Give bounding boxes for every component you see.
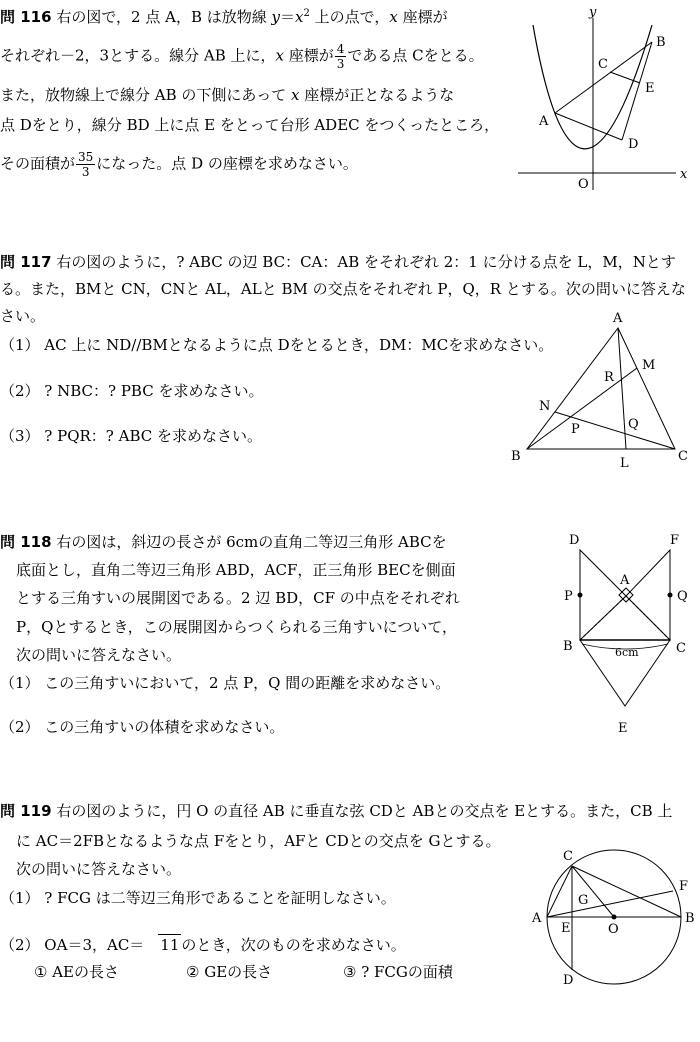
- p116-number: 問 116: [0, 8, 52, 26]
- p118-question-1: （1） この三角すいにおいて，2 点 P，Q 間の距離を求めなさい。: [0, 674, 451, 692]
- p118-line-1: 問 118 右の図は，斜辺の長さが 6cmの直角二等辺三角形 ABCを: [0, 533, 447, 551]
- label-y-axis: y: [589, 5, 597, 20]
- label-g: G: [578, 893, 589, 908]
- segment-co: [572, 866, 614, 917]
- label-n: N: [539, 399, 551, 414]
- label-c: C: [598, 57, 608, 72]
- label-e: E: [561, 921, 571, 936]
- label-f: F: [679, 879, 689, 894]
- label-origin: O: [578, 177, 589, 192]
- p118-number: 問 118: [0, 533, 52, 551]
- p117-question-2: （2） ? NBC：? PBC を求めなさい。: [0, 382, 264, 400]
- label-x-axis: x: [680, 167, 688, 182]
- segment-ac: [547, 866, 572, 917]
- p119-line-3: 次の問いに答えなさい。: [16, 860, 182, 878]
- label-b: B: [511, 449, 521, 464]
- label-c: C: [563, 849, 573, 864]
- label-b: B: [563, 639, 573, 654]
- label-m: M: [642, 358, 656, 373]
- label-l: L: [620, 456, 629, 471]
- p116-line-5: その面積が $\frac{35}{3}$ になった。点 D の座標を求めなさい。: [0, 150, 358, 179]
- label-c: C: [678, 449, 688, 464]
- label-f: F: [670, 533, 680, 548]
- p119-subquestion-3: ③ ? FCGの面積: [343, 963, 453, 981]
- p119-question-2: （2） OA＝3，AC＝ 11 のとき，次のものを求めなさい。: [0, 936, 406, 954]
- label-b: B: [656, 35, 666, 50]
- label-d: D: [563, 973, 574, 988]
- p116-line-3: また，放物線上で線分 AB の下側にあって x 座標が正となるような: [0, 86, 455, 104]
- p117-line-3: さい。: [0, 307, 46, 325]
- label-b: B: [685, 911, 695, 926]
- label-a: A: [539, 114, 549, 129]
- label-e: E: [645, 81, 655, 96]
- p119-subquestion-1: ① AEの長さ: [34, 963, 119, 981]
- label-e: E: [618, 721, 628, 736]
- p117-question-3: （3） ? PQR：? ABC を求めなさい。: [0, 427, 262, 445]
- label-q: Q: [677, 589, 688, 604]
- label-p: P: [564, 589, 573, 604]
- p117-number: 問 117: [0, 253, 52, 271]
- p119-line-1: 問 119 右の図のように，円 O の直径 AB に垂直な弦 CDと ABとの交点を Eとする。また，CB 上: [0, 802, 673, 820]
- label-d: D: [569, 533, 580, 548]
- p118-line-4: P，Qとするとき，この展開図からつくられる三角すいについて，: [16, 618, 458, 636]
- p119-number: 問 119: [0, 802, 52, 820]
- label-o: O: [608, 922, 619, 937]
- label-r: R: [604, 370, 614, 385]
- fraction-35-3: $\frac{35}{3}$: [78, 150, 94, 179]
- p116-line-4: 点 Dをとり，線分 BD 上に点 E をとって台形 ADEC をつくったところ，: [0, 116, 500, 134]
- center-point-o: [612, 915, 617, 920]
- p116-line-1: 問 116 右の図で，2 点 A，B は放物線 $y=x^2$ 上の点で，x 座標が: [0, 8, 448, 26]
- fraction-4-3: $\frac{4}{3}$: [336, 42, 345, 71]
- label-a: A: [620, 573, 630, 588]
- label-a: A: [532, 911, 542, 926]
- p117-line-1: 問 117 右の図のように，? ABC の辺 BC：CA：AB をそれぞれ 2：1 に分ける点を L，M，Nとす: [0, 253, 676, 271]
- label-p: P: [571, 422, 580, 437]
- p119-question-1: （1） ? FCG は二等辺三角形であることを証明しなさい。: [0, 889, 396, 907]
- label-length-6cm: 6cm: [615, 646, 639, 659]
- label-d: D: [628, 137, 639, 152]
- sqrt-11: 11: [160, 936, 180, 954]
- label-c: C: [676, 641, 686, 656]
- p118-question-2: （2） この三角すいの体積を求めなさい。: [0, 718, 285, 736]
- p118-line-3: とする三角すいの展開図である。2 辺 BD，CF の中点をそれぞれ: [16, 589, 460, 607]
- p117-line-2: る。また，BMと CN，CNと AL，ALと BM の交点をそれぞれ P，Q，R とする。次の問いに答えな: [0, 280, 686, 298]
- p119-line-2: に AC＝2FBとなるような点 Fをとり，AFと CDとの交点を Gとする。: [16, 832, 501, 850]
- p119-subquestion-2: ② GEの長さ: [186, 963, 273, 981]
- p116-line-2: それぞれ－2，3とする。線分 AB 上に，x 座標が $\frac{4}{3}$ である点 Cをとる。: [0, 42, 484, 71]
- p118-line-2: 底面とし，直角二等辺三角形 ABD，ACF，正三角形 BECを側面: [16, 561, 456, 579]
- label-q: Q: [628, 417, 639, 432]
- p117-question-1: （1） AC 上に ND//BMとなるように点 Dをとるとき，DM：MCを求めなさい。: [0, 336, 554, 354]
- p118-line-5: 次の問いに答えなさい。: [16, 646, 182, 664]
- label-a: A: [613, 311, 623, 326]
